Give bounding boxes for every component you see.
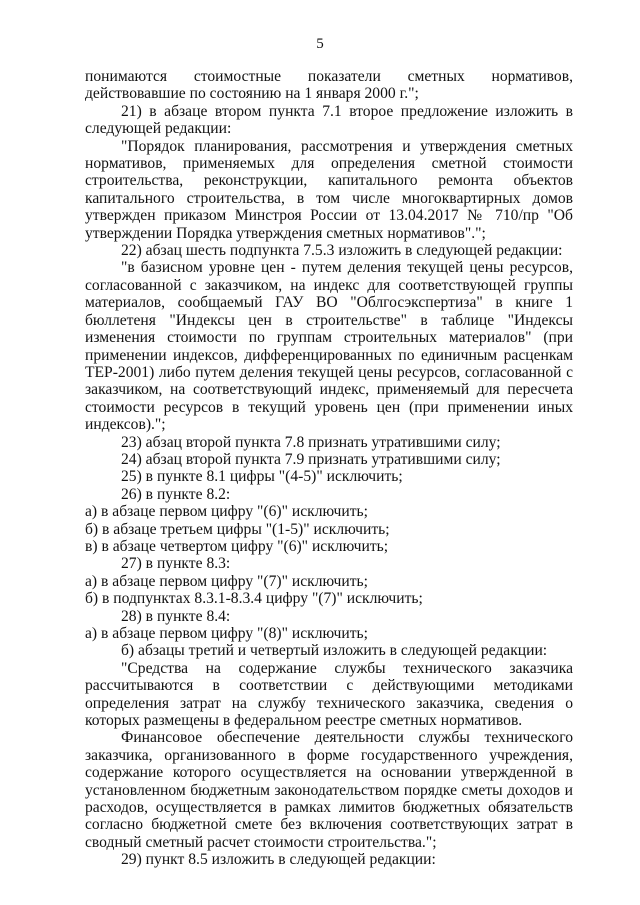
paragraph: Финансовое обеспечение деятельности службы технического заказчика, организованного в форме государственного учреждения, содержание которого осуществляется на основании утвержденной в установленном бюджетным законодательством порядке сметы доходов и расходов, осуществляется в рамках лимитов бюджетных обязательств согласно бюджетной смете без включения соответствующих затрат в сводный сметный расчет стоимости строительства.";	[85, 729, 573, 851]
paragraph: 21) в абзаце втором пункта 7.1 второе предложение изложить в следующей редакции:	[85, 102, 573, 138]
paragraph: 29) пункт 8.5 изложить в следующей редакции:	[121, 851, 436, 869]
document-body	[85, 68, 573, 869]
paragraph: 23) абзац второй пункта 7.8 признать утратившими силу;	[121, 433, 501, 451]
paragraph: "Средства на содержание службы технического заказчика рассчитываются в соответствии с действующими методиками определения затрат на службу технического заказчика, сведения о которых размещены в федеральном реестре сметных нормативов.	[85, 659, 573, 730]
paragraph: "в базисном уровне цен - путем деления текущей цены ресурсов, согласованной с заказчиком, на индекс для соответствующей группы материалов, сообщаемый ГАУ ВО "Облгосэкспертиза" в книге 1 бюллетеня "Индексы цен в строительстве" в таблице "Индексы изменения стоимости по группам строительных материалов" (при применении индексов, дифференцированных по единичным расценкам ТЕР-2001) либо путем деления текущей цены ресурсов, согласованной с заказчиком, на соответствующий индекс, применяемый для пересчета стоимости ресурсов в текущий уровень цен (при применении иных индексов).";	[85, 259, 573, 434]
paragraph: 24) абзац второй пункта 7.9 признать утратившими силу;	[121, 450, 501, 468]
paragraph: в) в абзаце четвертом цифру "(6)" исключить;	[85, 537, 389, 555]
paragraph: понимаются стоимостные показатели сметных нормативов, действовавшие по состоянию на 1 января 2000 г.";	[85, 68, 573, 103]
paragraph: б) абзацы третий и четвертый изложить в следующей редакции:	[121, 642, 548, 660]
paragraph: а) в абзаце первом цифру "(6)" исключить;	[85, 503, 368, 521]
paragraph: 22) абзац шесть подпункта 7.5.3 изложить в следующей редакции:	[121, 242, 563, 260]
paragraph: 27) в пункте 8.3:	[121, 555, 231, 573]
paragraph: "Порядок планирования, рассмотрения и утверждения сметных нормативов, применяемых для определения сметной стоимости строительства, реконструкции, капитального ремонта объектов капитального строительства, в том числе многоквартирных домов утвержден приказом Минстроя России от 13.04.2017 № 710/пр "Об утверждении Порядка утверждения сметных нормативов".";	[85, 137, 573, 242]
paragraph: а) в абзаце первом цифру "(7)" исключить;	[85, 572, 368, 590]
page-number: 5	[316, 36, 324, 52]
paragraph: 25) в пункте 8.1 цифры "(4-5)" исключить;	[121, 468, 403, 486]
paragraph: 28) в пункте 8.4:	[121, 607, 231, 625]
paragraph: б) в абзаце третьем цифры "(1-5)" исключить;	[85, 520, 390, 538]
paragraph: б) в подпунктах 8.3.1-8.3.4 цифру "(7)" исключить;	[85, 590, 423, 608]
paragraph: 26) в пункте 8.2:	[121, 485, 231, 503]
paragraph: а) в абзаце первом цифру "(8)" исключить;	[85, 625, 368, 642]
